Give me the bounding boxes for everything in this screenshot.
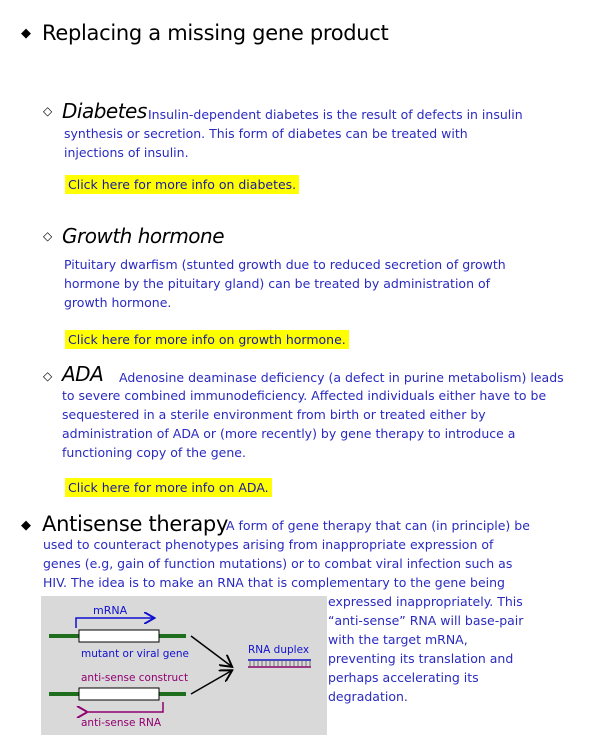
- antisense-rna-label: anti-sense RNA: [81, 717, 162, 729]
- diabetes-info-link[interactable]: Click here for more info on diabetes.: [65, 175, 299, 194]
- antisense-text-line7: with the target mRNA,: [328, 632, 468, 647]
- antisense-diagram-svg: [41, 596, 327, 735]
- ada-text-line1: Adenosine deaminase deficiency (a defect in purine metabolism) leads: [119, 370, 564, 385]
- diamond-bullet-icon: ◆: [21, 518, 31, 533]
- antisense-text-line2: used to counteract phenotypes arising from inappropriate expression of: [43, 537, 494, 552]
- antisense-gene-box: [79, 688, 159, 700]
- growth-hormone-info-link[interactable]: Click here for more info on growth hormone.: [65, 330, 349, 349]
- antisense-text-line8: preventing its translation and: [328, 651, 514, 666]
- antisense-text-line1: A form of gene therapy that can (in principle) be: [226, 518, 530, 533]
- converge-arrow-top: [191, 636, 231, 666]
- ada-heading: ADA: [62, 362, 104, 386]
- mutant-gene-box: [79, 630, 159, 642]
- diabetes-text-line3: injections of insulin.: [64, 145, 189, 160]
- ada-text-line3: sequestered in a sterile environment from birth or treated either by: [62, 407, 486, 422]
- antisense-text-line10: degradation.: [328, 689, 408, 704]
- diabetes-text-line2: synthesis or secretion. This form of diabetes can be treated with: [64, 126, 468, 141]
- hollow-diamond-bullet-icon: ◇: [43, 104, 53, 118]
- antisense-text-line5: expressed inappropriately. This: [328, 594, 523, 609]
- section-title-replacing: Replacing a missing gene product: [42, 21, 389, 45]
- antisense-rna-arrow: [86, 702, 163, 712]
- ada-text-line2: to severe combined immunodeficiency. Affected individuals either have to be: [62, 388, 547, 403]
- antisense-heading: Antisense therapy: [42, 512, 229, 536]
- diabetes-heading: Diabetes: [62, 99, 147, 123]
- diabetes-text-line1: Insulin-dependent diabetes is the result of defects in insulin: [148, 107, 523, 122]
- antisense-construct-label: anti-sense construct: [81, 672, 189, 684]
- growth-text-line2: hormone by the pituitary gland) can be treated by administration of: [64, 276, 491, 291]
- mrna-label: mRNA: [93, 604, 128, 617]
- mutant-gene-label: mutant or viral gene: [81, 648, 189, 660]
- growth-text-line3: growth hormone.: [64, 295, 172, 310]
- rna-duplex-label: RNA duplex: [248, 644, 310, 656]
- duplex-base-pairs: [250, 660, 310, 667]
- hollow-diamond-bullet-icon: ◇: [43, 229, 53, 243]
- diamond-bullet-icon: ◆: [21, 26, 31, 41]
- antisense-text-line4: HIV. The idea is to make an RNA that is complementary to the gene being: [43, 575, 505, 590]
- ada-info-link[interactable]: Click here for more info on ADA.: [65, 478, 272, 497]
- mrna-arrow: [76, 618, 153, 628]
- antisense-text-line9: perhaps accelerating its: [328, 670, 479, 685]
- ada-text-line4: administration of ADA or (more recently) by gene therapy to introduce a: [62, 426, 516, 441]
- ada-text-line5: functioning copy of the gene.: [62, 445, 246, 460]
- antisense-diagram: [41, 596, 327, 735]
- antisense-text-line6: “anti-sense” RNA will base-pair: [328, 613, 524, 628]
- converge-arrow-bottom: [191, 671, 231, 694]
- antisense-text-line3: genes (e.g, gain of function mutations) or to combat viral infection such as: [43, 556, 513, 571]
- growth-text-line1: Pituitary dwarfism (stunted growth due to reduced secretion of growth: [64, 257, 506, 272]
- growth-hormone-heading: Growth hormone: [62, 224, 225, 248]
- hollow-diamond-bullet-icon: ◇: [43, 369, 53, 383]
